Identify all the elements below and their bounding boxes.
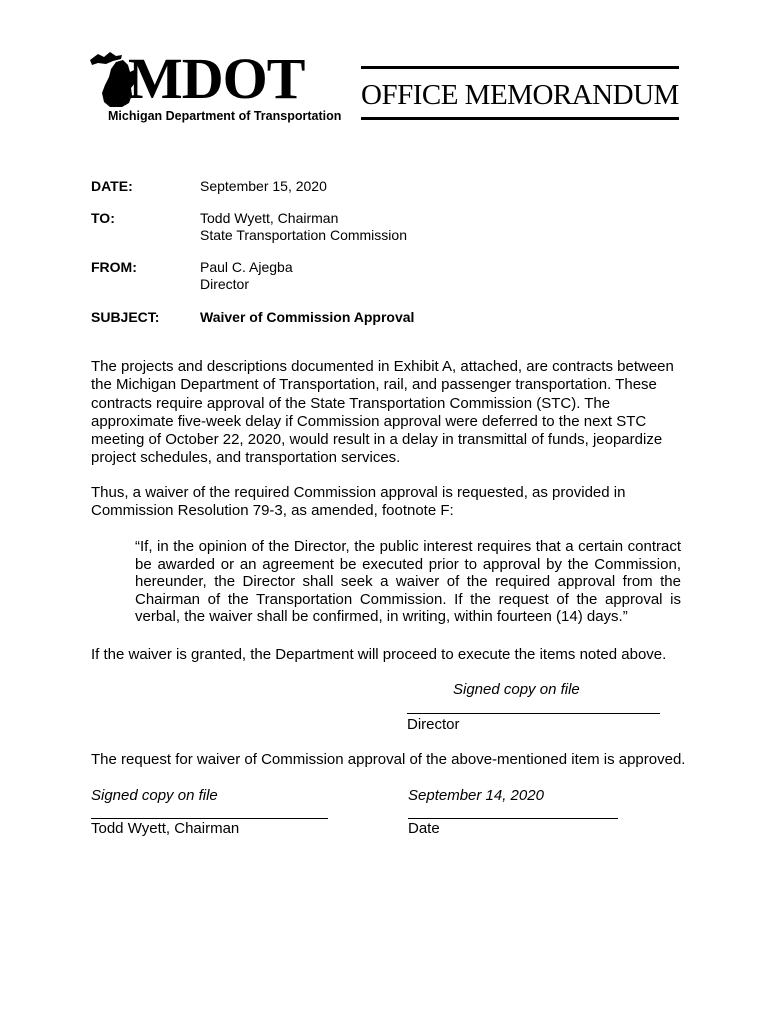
memo-title: OFFICE MEMORANDUM [361,79,679,111]
to-label: TO: [91,210,115,226]
approval-statement: The request for waiver of Commission approval of the above-mentioned item is approved. [91,751,686,768]
title-rule-bottom [361,117,679,120]
body-paragraph-1: The projects and descriptions documented in Exhibit A, attached, are contracts between the Michigan Department of Transportation, rail, and passenger transportation. These contracts require approval of the State Transportation Commission (STC). The approximate five-week delay if Commission approval were deferred to the next STC meeting of October 22, 2020, would result in a delay in transmittal of funds, jeopardize project schedules, and transportation services. [91,358,674,467]
chair-signature-line [91,818,328,819]
chair-name: Todd Wyett, Chairman [91,820,240,837]
date-label: Date [408,820,440,837]
to-organization: State Transportation Commission [200,227,407,243]
subject-label: SUBJECT: [91,309,160,325]
body-paragraph-2: Thus, a waiver of the required Commission approval is requested, as provided in Commission Resolution 79-3, as amended, footnote F: [91,484,626,520]
subject-value: Waiver of Commission Approval [200,309,415,325]
resolution-quote: “If, in the opinion of the Director, the public interest requires that a certain contract be awarded or an agreement be executed prior to approval by the Commission, hereunder, the Director shall seek a waiver of the required approval from the Chairman of the Transportation Commission. If the request of the approval is verbal, the waiver shall be confirmed, in writing, within fourteen (14) days.” [135,538,681,626]
title-rule-top [361,66,679,69]
director-title: Director [407,716,460,733]
from-name: Paul C. Ajegba [200,259,293,275]
date-signature-line [408,818,618,819]
to-name: Todd Wyett, Chairman [200,210,339,226]
date-label: DATE: [91,178,133,194]
director-signature-line [407,713,660,714]
date-value: September 15, 2020 [200,178,327,194]
approval-date-value: September 14, 2020 [408,787,544,804]
body-paragraph-3: If the waiver is granted, the Department will proceed to execute the items noted above. [91,646,667,663]
from-label: FROM: [91,259,137,275]
chair-signed-note: Signed copy on file [91,787,218,804]
director-signed-note: Signed copy on file [453,681,580,698]
mdot-logo [88,48,346,128]
logo-subtitle: Michigan Department of Transportation [108,109,342,123]
from-title: Director [200,276,250,292]
logo-wordmark: MDOT [128,46,305,111]
